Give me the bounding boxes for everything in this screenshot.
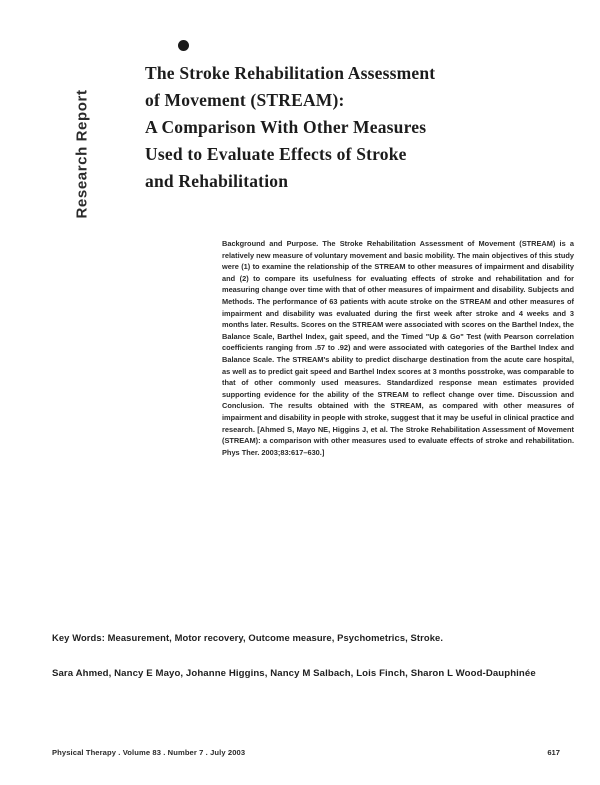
title-line-4: Used to Evaluate Effects of Stroke [145,144,407,164]
title-line-2: of Movement (STREAM): [145,90,345,110]
title-line-3: A Comparison With Other Measures [145,117,427,137]
author-list: Sara Ahmed, Nancy E Mayo, Johanne Higgins, Nancy M Salbach, Lois Finch, Sharon L Wood-Dauphinée [52,668,536,679]
page-footer [52,748,570,762]
keywords-section [52,632,574,643]
page-title [145,60,575,195]
footer-page-number: 617 [547,748,560,757]
footer-citation: Physical Therapy . Volume 83 . Number 7 . July 2003 [52,748,246,757]
title-line-1: The Stroke Rehabilitation Assessment [145,63,436,83]
keywords-list: Measurement, Motor recovery, Outcome measure, Psychometrics, Stroke. [107,632,444,643]
filled-circle-icon [178,40,189,51]
running-head-research-report: Research Report [73,89,91,219]
title-line-5: and Rehabilitation [145,171,289,191]
abstract-text: Background and Purpose. The Stroke Rehabilitation Assessment of Movement (STREAM) is a relatively new measure of voluntary movement and basic mobility. The main objectives of this study were (1) to examine the relationship of the STREAM to other measures of impairment and disability and (2) to compare its usefulness for evaluating effects of stroke and rehabilitation and for measuring change over time with that of other measures of impairment and disability. Subjects and Methods. The performance of 63 patients with acute stroke on the STREAM and other measures of impairment and disability was evaluated during the first week after stroke and 4 weeks and 3 months later. Results. Scores on the STREAM were associated with scores on the Barthel Index, the Balance Scale, Barthel Index, gait speed, and the Timed "Up & Go" Test (with Pearson correlation coefficients ranging from .57 to .92) and were associated with categories of the Barthel Index and Balance Scale. The STREAM's ability to predict discharge destination from the acute care hospital, as well as to predict gait speed and Barthel Index scores at 3 months posstroke, was comparable to that of other commonly used measures. Standardized response mean estimates provided supporting evidence for the ability of the STREAM to reflect change over time. Discussion and Conclusion. The results obtained with the STREAM, as compared with other measures of impairment and disability in people with stroke, suggest that it may be useful in clinical practice and research. [Ahmed S, Mayo NE, Higgins J, et al. The Stroke Rehabilitation Assessment of Movement (STREAM): a comparison with other measures used to evaluate effects of stroke and rehabilitation. Phys Ther. 2003;83:617–630.] [222,239,574,457]
keywords-label: Key Words: [52,632,105,643]
